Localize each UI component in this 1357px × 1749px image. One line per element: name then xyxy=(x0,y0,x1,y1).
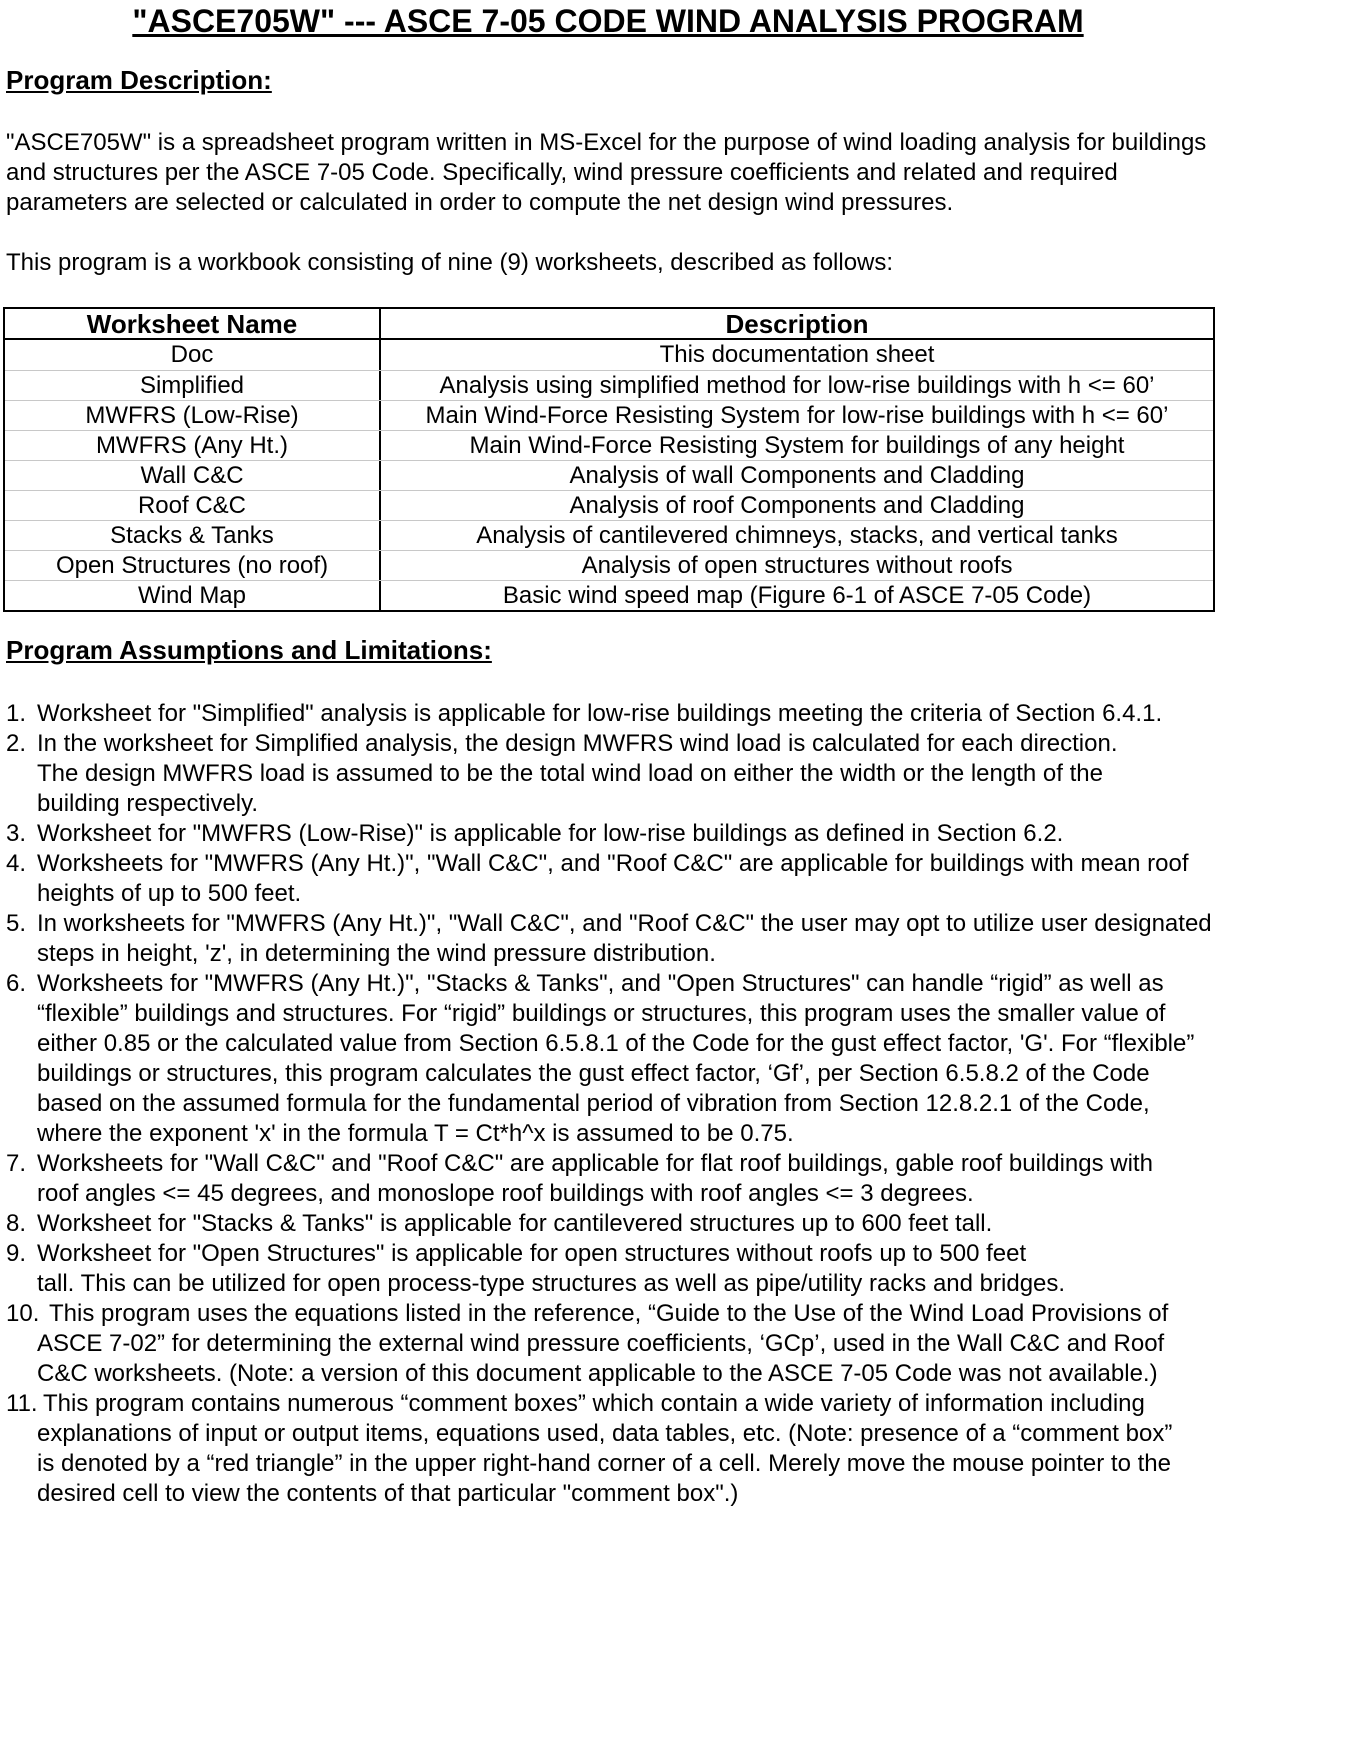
item-line: explanations of input or output items, equations used, data tables, etc. (Note: presence of a “comment box” xyxy=(37,1420,1173,1447)
worksheet-description-cell: This documentation sheet xyxy=(659,341,935,368)
worksheet-name-cell: Stacks & Tanks xyxy=(5,521,381,550)
assumptions-heading: Program Assumptions and Limitations: xyxy=(6,635,492,665)
item-line: This program contains numerous “comment boxes” which contain a wide variety of information including xyxy=(43,1390,1145,1417)
list-item xyxy=(6,969,1346,1149)
worksheet-description-cell: Basic wind speed map (Figure 6-1 of ASCE 7-05 Code) xyxy=(502,582,1092,609)
item-line: Worksheet for "Open Structures" is applicable for open structures without roofs up to 500 feet xyxy=(37,1240,1027,1267)
column-header-description: Description xyxy=(725,309,869,339)
item-line: Worksheets for "MWFRS (Any Ht.)", "Wall C&C", and "Roof C&C" are applicable for buildings with mean roof xyxy=(37,850,1189,877)
item-number: 1. xyxy=(6,700,27,727)
list-item xyxy=(6,1149,1346,1209)
table-row xyxy=(5,460,1213,490)
program-description-heading: Program Description: xyxy=(6,65,272,95)
item-line: steps in height, 'z', in determining the wind pressure distribution. xyxy=(37,940,716,967)
item-line: The design MWFRS load is assumed to be the total wind load on either the width or the length of the xyxy=(37,760,1103,787)
column-header-worksheet-name: Worksheet Name xyxy=(5,309,381,338)
worksheets-table xyxy=(3,307,1215,612)
workbook-intro-paragraph: This program is a workbook consisting of nine (9) worksheets, described as follows: xyxy=(6,249,894,276)
list-item xyxy=(6,819,1346,849)
table-row xyxy=(5,370,1213,400)
item-line: heights of up to 500 feet. xyxy=(37,880,302,907)
worksheet-name-cell: MWFRS (Low-Rise) xyxy=(5,401,381,430)
description-line: parameters are selected or calculated in order to compute the net design wind pressures. xyxy=(6,189,954,216)
item-number: 3. xyxy=(6,820,27,847)
page-title: "ASCE705W" --- ASCE 7-05 CODE WIND ANALYSIS PROGRAM xyxy=(132,3,1084,39)
item-line: This program uses the equations listed in the reference, “Guide to the Use of the Wind Load Provisions of xyxy=(49,1300,1169,1327)
description-line: "ASCE705W" is a spreadsheet program written in MS-Excel for the purpose of wind loading analysis for buildings xyxy=(6,129,1207,156)
table-row xyxy=(5,550,1213,580)
list-item xyxy=(6,1299,1346,1389)
list-item xyxy=(6,1389,1346,1509)
list-item xyxy=(6,1239,1346,1299)
item-number: 6. xyxy=(6,970,27,997)
item-line: Worksheets for "Wall C&C" and "Roof C&C" are applicable for flat roof buildings, gable roof buildings with xyxy=(37,1150,1153,1177)
item-line: Worksheet for "Stacks & Tanks" is applicable for cantilevered structures up to 600 feet tall. xyxy=(37,1210,993,1237)
worksheet-description-cell: Analysis of roof Components and Cladding xyxy=(569,492,1025,519)
list-item xyxy=(6,849,1346,909)
item-line: either 0.85 or the calculated value from Section 6.5.8.1 of the Code for the gust effect factor, 'G'. For “flexible” xyxy=(37,1030,1195,1057)
item-number: 2. xyxy=(6,730,27,757)
item-line: In worksheets for "MWFRS (Any Ht.)", "Wall C&C", and "Roof C&C" the user may opt to utilize user designated xyxy=(37,910,1212,937)
item-number: 4. xyxy=(6,850,27,877)
item-line: based on the assumed formula for the fundamental period of vibration from Section 12.8.2.1 of the Code, xyxy=(37,1090,1150,1117)
table-row xyxy=(5,520,1213,550)
list-item xyxy=(6,729,1346,819)
item-number: 5. xyxy=(6,910,27,937)
item-number: 9. xyxy=(6,1240,27,1267)
item-line: In the worksheet for Simplified analysis, the design MWFRS wind load is calculated for each direction. xyxy=(37,730,1118,757)
item-line: desired cell to view the contents of that particular "comment box".) xyxy=(37,1480,739,1507)
item-line: Worksheet for "Simplified" analysis is applicable for low-rise buildings meeting the criteria of Section 6.4.1. xyxy=(37,700,1163,727)
item-line: “flexible” buildings and structures. For “rigid” buildings or structures, this program uses the smaller value of xyxy=(37,1000,1166,1027)
table-row xyxy=(5,580,1213,610)
item-number: 7. xyxy=(6,1150,27,1177)
worksheet-name-cell: Doc xyxy=(5,340,381,370)
worksheet-description-cell: Analysis using simplified method for low-rise buildings with h <= 60’ xyxy=(439,372,1155,399)
worksheet-name-cell: Roof C&C xyxy=(5,491,381,520)
item-line: Worksheets for "MWFRS (Any Ht.)", "Stacks & Tanks", and "Open Structures" can handle “rigid” as well as xyxy=(37,970,1164,997)
worksheet-name-cell: Wall C&C xyxy=(5,461,381,490)
item-line: ASCE 7-02” for determining the external wind pressure coefficients, ‘GCp’, used in the Wall C&C and Roof xyxy=(37,1330,1165,1357)
table-row xyxy=(5,490,1213,520)
table-header-row xyxy=(5,309,1213,340)
worksheet-name-cell: Simplified xyxy=(5,371,381,400)
item-line: tall. This can be utilized for open process-type structures as well as pipe/utility racks and bridges. xyxy=(37,1270,1066,1297)
description-line: and structures per the ASCE 7-05 Code. Specifically, wind pressure coefficients and related and required xyxy=(6,159,1118,186)
list-item xyxy=(6,1209,1346,1239)
item-line: is denoted by a “red triangle” in the upper right-hand corner of a cell. Merely move the mouse pointer to the xyxy=(37,1450,1171,1477)
item-line: building respectively. xyxy=(37,790,259,817)
item-line: buildings or structures, this program calculates the gust effect factor, ‘Gf’, per Section 6.5.8.2 of the Code xyxy=(37,1060,1150,1087)
worksheet-description-cell: Main Wind-Force Resisting System for buildings of any height xyxy=(469,432,1125,459)
worksheet-description-cell: Analysis of cantilevered chimneys, stacks, and vertical tanks xyxy=(476,522,1118,549)
item-number: 8. xyxy=(6,1210,27,1237)
item-number: 11. xyxy=(6,1390,38,1417)
item-line: where the exponent 'x' in the formula T = Ct*h^x is assumed to be 0.75. xyxy=(37,1120,794,1147)
list-item xyxy=(6,909,1346,969)
worksheet-description-cell: Analysis of open structures without roofs xyxy=(581,552,1013,579)
worksheet-description-cell: Analysis of wall Components and Cladding xyxy=(569,462,1025,489)
item-line: Worksheet for "MWFRS (Low-Rise)" is applicable for low-rise buildings as defined in Section 6.2. xyxy=(37,820,1064,847)
item-number: 10. xyxy=(6,1300,40,1327)
worksheet-name-cell: Wind Map xyxy=(5,581,381,610)
program-description-paragraph xyxy=(6,128,1206,218)
table-row xyxy=(5,340,1213,370)
worksheet-name-cell: MWFRS (Any Ht.) xyxy=(5,431,381,460)
table-row xyxy=(5,430,1213,460)
worksheet-name-cell: Open Structures (no roof) xyxy=(5,551,381,580)
assumptions-list xyxy=(6,699,1346,1509)
table-row xyxy=(5,400,1213,430)
item-line: roof angles <= 45 degrees, and monoslope roof buildings with roof angles <= 3 degrees. xyxy=(37,1180,974,1207)
worksheet-description-cell: Main Wind-Force Resisting System for low-rise buildings with h <= 60’ xyxy=(425,402,1169,429)
item-line: C&C worksheets. (Note: a version of this document applicable to the ASCE 7-05 Code was not available.) xyxy=(37,1360,1158,1387)
list-item xyxy=(6,699,1346,729)
